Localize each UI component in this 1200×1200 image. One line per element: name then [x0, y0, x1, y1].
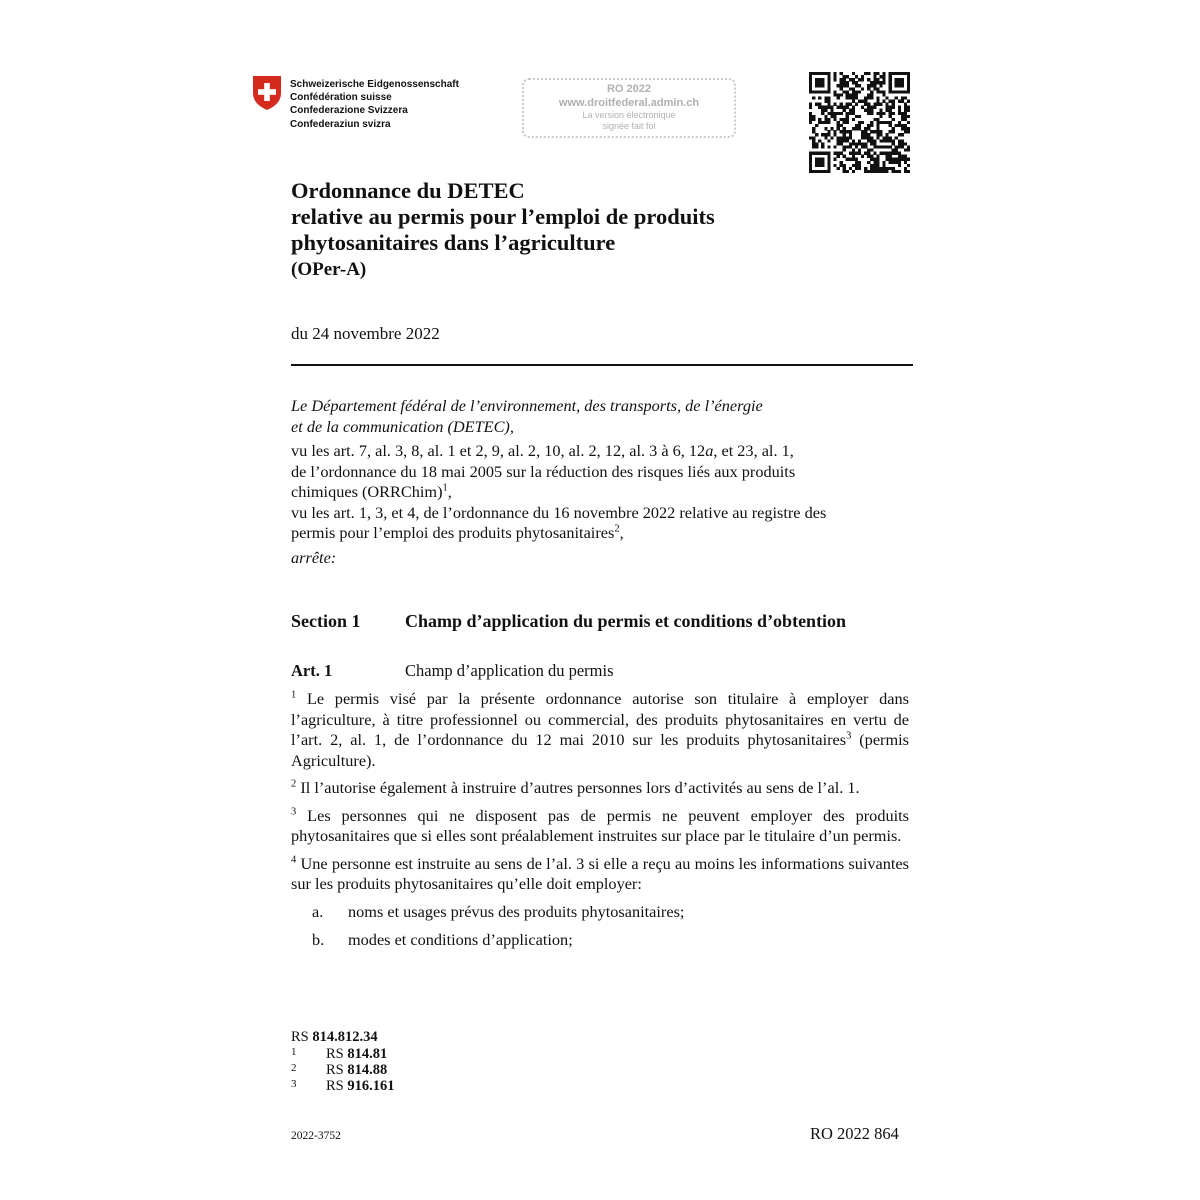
article-number: Art. 1 [291, 661, 333, 680]
section-number: Section 1 [291, 611, 361, 631]
list-item [291, 930, 909, 951]
list-item-label: a. [312, 901, 324, 921]
legal-basis-orrchim [291, 441, 911, 544]
legal-basis-text: permis pour l’emploi des produits phytosanitaires [291, 523, 615, 542]
rs-number: 814.812.34 [312, 1029, 378, 1045]
list-item-text: noms et usages prévus des produits phytosanitaires; [348, 901, 685, 921]
footnote-number: 3 [291, 1078, 297, 1090]
paragraph-number: 1 [291, 689, 297, 701]
legal-basis-italic: a [705, 441, 714, 460]
decree-word: arrête: [291, 547, 337, 567]
article-title: Champ d’application du permis [405, 661, 614, 680]
issuing-authority-line-1: Le Département fédéral de l’environnement, des transports, de l’énergie [291, 396, 763, 415]
footnote-ref-number: 916.161 [347, 1078, 395, 1094]
document-reference-number: 2022-3752 [291, 1130, 341, 1142]
list-item-label: b. [312, 930, 325, 949]
footnote-prefix: RS [326, 1062, 348, 1078]
legal-basis-text: vu les art. 1, 3, et 4, de l’ordonnance du 16 novembre 2022 relative au registre des [291, 502, 827, 522]
legal-basis-text: de l’ordonnance du 18 mai 2005 sur la réduction des risques liés aux produits [291, 461, 796, 481]
footnote-ref: 1 [442, 482, 448, 494]
title-line-3: phytosanitaires dans l’agriculture [291, 230, 616, 255]
stamp-url: www.droitfederal.admin.ch [558, 97, 700, 109]
rs-prefix: RS [291, 1029, 313, 1045]
article-content [291, 689, 909, 959]
list-item [291, 902, 909, 923]
paragraph-text: Il l’autorise également à instruire d’autres personnes lors d’activités au sens de l’al. 1. [296, 778, 860, 797]
legal-basis-text: , et 23, al. 1, [713, 441, 794, 460]
paragraph-2 [291, 778, 909, 799]
footnote-ref-number: 814.81 [347, 1046, 388, 1062]
stamp-note-1: La version électronique [582, 110, 676, 120]
electronic-version-stamp [522, 78, 736, 138]
issuing-authority [291, 396, 911, 437]
information-list [291, 902, 909, 951]
stamp-note-2: signée fait foi [602, 121, 656, 131]
paragraph-number: 2 [291, 778, 297, 790]
systematic-collection-number [291, 1029, 378, 1046]
legal-basis-text: vu les art. 7, al. 3, 8, al. 1 et 2, 9, al. 2, 10, al. 2, 12, al. 3 à 6, 12 [291, 441, 706, 460]
stamp-collection: RO 2022 [606, 83, 652, 95]
footnote-2 [291, 1062, 387, 1079]
title-line-1: Ordonnance du DETEC [291, 178, 525, 203]
paragraph-3 [291, 806, 909, 847]
footnote-prefix: RS [326, 1078, 348, 1094]
official-collection-page: RO 2022 864 [810, 1124, 899, 1143]
list-item-text: modes et conditions d’application; [348, 930, 573, 949]
paragraph-number: 3 [291, 806, 297, 818]
footnote-3 [291, 1078, 395, 1095]
footnote-ref: 3 [846, 730, 852, 742]
footnote-prefix: RS [326, 1046, 348, 1062]
article-heading [291, 661, 614, 681]
section-heading [291, 611, 846, 632]
federal-authority-names [290, 78, 459, 131]
footnote-number: 1 [291, 1046, 297, 1058]
paragraph-text: Le permis visé par la présente ordonnance autorise son titulaire à employer dans l’agriculture, à titre professionnel ou commercial, des produits phytosanitaires en vertu de l’art. 2, al. 1, de l’ordonnance du 12 mai 2010 sur les produits phytosanitaires [291, 689, 909, 749]
footnote-number: 2 [291, 1062, 297, 1074]
qr-code-icon [809, 72, 910, 173]
title-divider [291, 364, 913, 366]
authority-line-fr: Confédération suisse [290, 92, 392, 104]
paragraph-text: (permis Agriculture). [291, 730, 909, 770]
document-abbreviation: (OPer-A) [291, 259, 367, 280]
issuing-authority-line-2: et de la communication (DETEC), [291, 416, 514, 436]
authority-line-rm: Confederaziun svizra [290, 118, 391, 130]
authority-line-it: Confederazione Svizzera [290, 105, 408, 117]
footnote-1 [291, 1046, 387, 1063]
section-title: Champ d’application du permis et conditions d’obtention [405, 611, 847, 631]
swiss-coat-of-arms-icon [252, 75, 282, 111]
paragraph-text: Les personnes qui ne disposent pas de permis ne peuvent employer des produits phytosanitaires que si elles sont préalablement instruites sur place par le titulaire d’un permis. [291, 805, 909, 845]
authority-line-de: Schweizerische Eidgenossenschaft [290, 79, 459, 90]
title-line-2: relative au permis pour l’emploi de produits [291, 204, 715, 229]
paragraph-1 [291, 689, 909, 771]
paragraph-4 [291, 854, 909, 895]
document-date: du 24 novembre 2022 [291, 324, 440, 343]
legal-basis-text: , [447, 482, 452, 501]
legal-basis-text: , [619, 523, 624, 542]
footnote-ref: 2 [614, 523, 620, 535]
paragraph-text: Une personne est instruite au sens de l’al. 3 si elle a reçu au moins les informations suivantes sur les produits phytosanitaires qu’elle doit employer: [291, 853, 909, 893]
document-title [291, 178, 715, 256]
paragraph-number: 4 [291, 854, 297, 866]
preamble [291, 396, 911, 572]
footnote-ref-number: 814.88 [347, 1062, 388, 1078]
legal-basis-text: chimiques (ORRChim) [291, 482, 443, 501]
